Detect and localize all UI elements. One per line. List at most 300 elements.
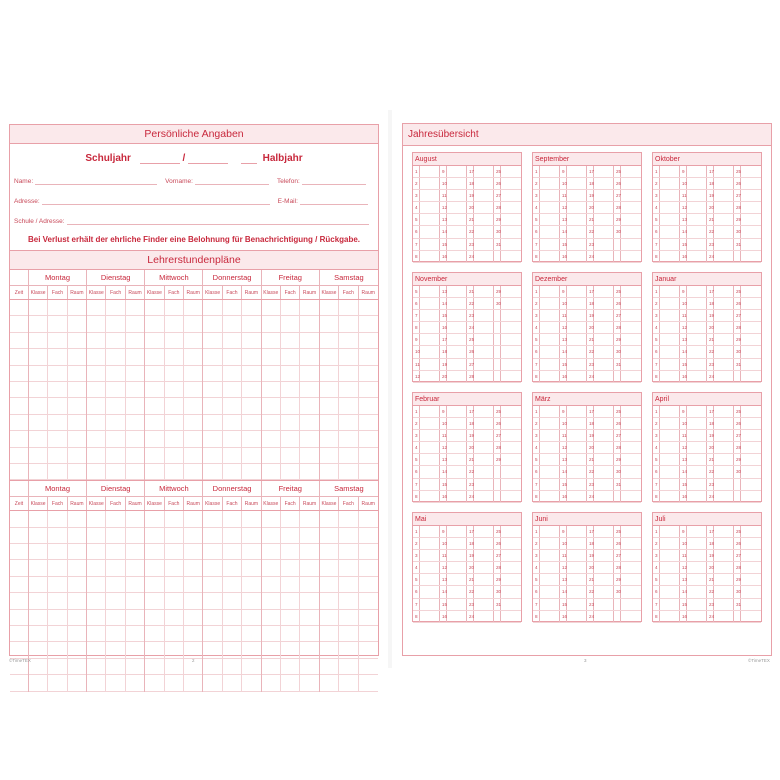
day-note-cell[interactable] bbox=[660, 611, 680, 622]
day-note-cell[interactable] bbox=[540, 599, 560, 610]
day-note-cell[interactable] bbox=[714, 334, 734, 345]
day-note-cell[interactable] bbox=[621, 562, 641, 573]
day-note-cell[interactable] bbox=[621, 586, 641, 597]
day-note-cell[interactable] bbox=[474, 371, 494, 382]
day-note-cell[interactable] bbox=[660, 479, 680, 490]
day-note-cell[interactable] bbox=[420, 286, 440, 297]
day-note-cell[interactable] bbox=[714, 562, 734, 573]
day-note-cell[interactable] bbox=[447, 550, 467, 561]
day-note-cell[interactable] bbox=[474, 442, 494, 453]
day-note-cell[interactable] bbox=[621, 454, 641, 465]
day-note-cell[interactable] bbox=[621, 214, 641, 225]
day-note-cell[interactable] bbox=[687, 406, 707, 417]
day-note-cell[interactable] bbox=[594, 226, 614, 237]
day-note-cell[interactable] bbox=[501, 550, 521, 561]
day-note-cell[interactable] bbox=[501, 562, 521, 573]
day-note-cell[interactable] bbox=[420, 442, 440, 453]
day-note-cell[interactable] bbox=[501, 298, 521, 309]
day-note-cell[interactable] bbox=[741, 442, 761, 453]
day-note-cell[interactable] bbox=[474, 202, 494, 213]
day-note-cell[interactable] bbox=[501, 454, 521, 465]
day-note-cell[interactable] bbox=[714, 430, 734, 441]
day-note-cell[interactable] bbox=[714, 166, 734, 177]
day-note-cell[interactable] bbox=[540, 586, 560, 597]
day-note-cell[interactable] bbox=[714, 406, 734, 417]
day-note-cell[interactable] bbox=[567, 334, 587, 345]
day-note-cell[interactable] bbox=[621, 322, 641, 333]
day-note-cell[interactable] bbox=[660, 359, 680, 370]
day-note-cell[interactable] bbox=[474, 166, 494, 177]
day-note-cell[interactable] bbox=[687, 239, 707, 250]
day-note-cell[interactable] bbox=[714, 574, 734, 585]
day-note-cell[interactable] bbox=[567, 491, 587, 502]
day-note-cell[interactable] bbox=[474, 586, 494, 597]
day-note-cell[interactable] bbox=[474, 359, 494, 370]
day-note-cell[interactable] bbox=[660, 178, 680, 189]
day-note-cell[interactable] bbox=[501, 371, 521, 382]
day-note-cell[interactable] bbox=[594, 322, 614, 333]
day-note-cell[interactable] bbox=[540, 334, 560, 345]
day-note-cell[interactable] bbox=[741, 334, 761, 345]
day-note-cell[interactable] bbox=[594, 251, 614, 262]
day-note-cell[interactable] bbox=[621, 202, 641, 213]
day-note-cell[interactable] bbox=[621, 359, 641, 370]
day-note-cell[interactable] bbox=[501, 586, 521, 597]
day-note-cell[interactable] bbox=[594, 166, 614, 177]
day-note-cell[interactable] bbox=[540, 430, 560, 441]
day-note-cell[interactable] bbox=[540, 491, 560, 502]
day-note-cell[interactable] bbox=[540, 479, 560, 490]
vorname-field[interactable] bbox=[195, 184, 269, 185]
day-note-cell[interactable] bbox=[474, 310, 494, 321]
day-note-cell[interactable] bbox=[567, 251, 587, 262]
day-note-cell[interactable] bbox=[687, 574, 707, 585]
day-note-cell[interactable] bbox=[501, 251, 521, 262]
day-note-cell[interactable] bbox=[540, 538, 560, 549]
day-note-cell[interactable] bbox=[660, 538, 680, 549]
day-note-cell[interactable] bbox=[420, 334, 440, 345]
day-note-cell[interactable] bbox=[621, 239, 641, 250]
day-note-cell[interactable] bbox=[447, 466, 467, 477]
day-note-cell[interactable] bbox=[540, 442, 560, 453]
day-note-cell[interactable] bbox=[741, 611, 761, 622]
day-note-cell[interactable] bbox=[741, 418, 761, 429]
day-note-cell[interactable] bbox=[687, 286, 707, 297]
day-note-cell[interactable] bbox=[687, 562, 707, 573]
day-note-cell[interactable] bbox=[741, 346, 761, 357]
day-note-cell[interactable] bbox=[714, 202, 734, 213]
day-note-cell[interactable] bbox=[714, 310, 734, 321]
day-note-cell[interactable] bbox=[741, 178, 761, 189]
day-note-cell[interactable] bbox=[660, 550, 680, 561]
timetable-row[interactable] bbox=[10, 610, 378, 626]
day-note-cell[interactable] bbox=[567, 298, 587, 309]
day-note-cell[interactable] bbox=[594, 406, 614, 417]
day-note-cell[interactable] bbox=[621, 166, 641, 177]
day-note-cell[interactable] bbox=[687, 454, 707, 465]
day-note-cell[interactable] bbox=[594, 479, 614, 490]
day-note-cell[interactable] bbox=[567, 359, 587, 370]
day-note-cell[interactable] bbox=[540, 550, 560, 561]
day-note-cell[interactable] bbox=[420, 418, 440, 429]
day-note-cell[interactable] bbox=[501, 239, 521, 250]
day-note-cell[interactable] bbox=[621, 430, 641, 441]
day-note-cell[interactable] bbox=[474, 562, 494, 573]
timetable-row[interactable] bbox=[10, 415, 378, 431]
day-note-cell[interactable] bbox=[594, 418, 614, 429]
day-note-cell[interactable] bbox=[594, 310, 614, 321]
day-note-cell[interactable] bbox=[501, 538, 521, 549]
day-note-cell[interactable] bbox=[660, 599, 680, 610]
day-note-cell[interactable] bbox=[420, 454, 440, 465]
day-note-cell[interactable] bbox=[687, 166, 707, 177]
day-note-cell[interactable] bbox=[687, 538, 707, 549]
day-note-cell[interactable] bbox=[594, 454, 614, 465]
day-note-cell[interactable] bbox=[660, 334, 680, 345]
timetable-row[interactable] bbox=[10, 593, 378, 609]
day-note-cell[interactable] bbox=[540, 346, 560, 357]
day-note-cell[interactable] bbox=[660, 310, 680, 321]
day-note-cell[interactable] bbox=[540, 310, 560, 321]
day-note-cell[interactable] bbox=[447, 371, 467, 382]
day-note-cell[interactable] bbox=[660, 346, 680, 357]
timetable-row[interactable] bbox=[10, 448, 378, 464]
day-note-cell[interactable] bbox=[621, 442, 641, 453]
timetable-row[interactable] bbox=[10, 511, 378, 527]
day-note-cell[interactable] bbox=[420, 479, 440, 490]
day-note-cell[interactable] bbox=[474, 406, 494, 417]
day-note-cell[interactable] bbox=[714, 479, 734, 490]
day-note-cell[interactable] bbox=[447, 562, 467, 573]
day-note-cell[interactable] bbox=[714, 538, 734, 549]
day-note-cell[interactable] bbox=[447, 442, 467, 453]
day-note-cell[interactable] bbox=[567, 430, 587, 441]
day-note-cell[interactable] bbox=[420, 310, 440, 321]
day-note-cell[interactable] bbox=[474, 346, 494, 357]
name-field[interactable] bbox=[35, 184, 157, 185]
day-note-cell[interactable] bbox=[687, 466, 707, 477]
day-note-cell[interactable] bbox=[501, 466, 521, 477]
day-note-cell[interactable] bbox=[567, 166, 587, 177]
day-note-cell[interactable] bbox=[501, 599, 521, 610]
day-note-cell[interactable] bbox=[540, 298, 560, 309]
day-note-cell[interactable] bbox=[687, 202, 707, 213]
day-note-cell[interactable] bbox=[594, 298, 614, 309]
day-note-cell[interactable] bbox=[540, 214, 560, 225]
day-note-cell[interactable] bbox=[501, 322, 521, 333]
day-note-cell[interactable] bbox=[474, 599, 494, 610]
day-note-cell[interactable] bbox=[741, 454, 761, 465]
day-note-cell[interactable] bbox=[660, 562, 680, 573]
day-note-cell[interactable] bbox=[741, 599, 761, 610]
day-note-cell[interactable] bbox=[474, 526, 494, 537]
day-note-cell[interactable] bbox=[660, 418, 680, 429]
day-note-cell[interactable] bbox=[660, 526, 680, 537]
day-note-cell[interactable] bbox=[540, 371, 560, 382]
day-note-cell[interactable] bbox=[594, 466, 614, 477]
day-note-cell[interactable] bbox=[540, 226, 560, 237]
day-note-cell[interactable] bbox=[447, 538, 467, 549]
day-note-cell[interactable] bbox=[474, 251, 494, 262]
timetable-row[interactable] bbox=[10, 560, 378, 576]
day-note-cell[interactable] bbox=[474, 190, 494, 201]
day-note-cell[interactable] bbox=[741, 371, 761, 382]
day-note-cell[interactable] bbox=[714, 611, 734, 622]
day-note-cell[interactable] bbox=[714, 586, 734, 597]
day-note-cell[interactable] bbox=[621, 298, 641, 309]
day-note-cell[interactable] bbox=[501, 526, 521, 537]
day-note-cell[interactable] bbox=[420, 298, 440, 309]
day-note-cell[interactable] bbox=[501, 611, 521, 622]
day-note-cell[interactable] bbox=[474, 178, 494, 189]
day-note-cell[interactable] bbox=[714, 418, 734, 429]
day-note-cell[interactable] bbox=[474, 214, 494, 225]
day-note-cell[interactable] bbox=[420, 466, 440, 477]
day-note-cell[interactable] bbox=[567, 310, 587, 321]
day-note-cell[interactable] bbox=[447, 491, 467, 502]
day-note-cell[interactable] bbox=[420, 190, 440, 201]
day-note-cell[interactable] bbox=[540, 202, 560, 213]
day-note-cell[interactable] bbox=[474, 466, 494, 477]
day-note-cell[interactable] bbox=[447, 322, 467, 333]
day-note-cell[interactable] bbox=[501, 418, 521, 429]
day-note-cell[interactable] bbox=[420, 406, 440, 417]
day-note-cell[interactable] bbox=[660, 251, 680, 262]
day-note-cell[interactable] bbox=[660, 406, 680, 417]
day-note-cell[interactable] bbox=[567, 226, 587, 237]
day-note-cell[interactable] bbox=[447, 586, 467, 597]
day-note-cell[interactable] bbox=[687, 371, 707, 382]
timetable-row[interactable] bbox=[10, 626, 378, 642]
day-note-cell[interactable] bbox=[594, 286, 614, 297]
day-note-cell[interactable] bbox=[687, 491, 707, 502]
day-note-cell[interactable] bbox=[447, 298, 467, 309]
day-note-cell[interactable] bbox=[447, 574, 467, 585]
day-note-cell[interactable] bbox=[501, 178, 521, 189]
day-note-cell[interactable] bbox=[621, 611, 641, 622]
day-note-cell[interactable] bbox=[420, 526, 440, 537]
day-note-cell[interactable] bbox=[474, 430, 494, 441]
day-note-cell[interactable] bbox=[741, 298, 761, 309]
day-note-cell[interactable] bbox=[714, 190, 734, 201]
day-note-cell[interactable] bbox=[447, 334, 467, 345]
day-note-cell[interactable] bbox=[621, 538, 641, 549]
day-note-cell[interactable] bbox=[420, 586, 440, 597]
day-note-cell[interactable] bbox=[741, 562, 761, 573]
day-note-cell[interactable] bbox=[594, 586, 614, 597]
day-note-cell[interactable] bbox=[567, 286, 587, 297]
day-note-cell[interactable] bbox=[621, 178, 641, 189]
day-note-cell[interactable] bbox=[594, 359, 614, 370]
day-note-cell[interactable] bbox=[714, 550, 734, 561]
day-note-cell[interactable] bbox=[447, 418, 467, 429]
day-note-cell[interactable] bbox=[621, 406, 641, 417]
day-note-cell[interactable] bbox=[741, 202, 761, 213]
day-note-cell[interactable] bbox=[474, 574, 494, 585]
day-note-cell[interactable] bbox=[741, 310, 761, 321]
day-note-cell[interactable] bbox=[447, 526, 467, 537]
timetable-row[interactable] bbox=[10, 544, 378, 560]
day-note-cell[interactable] bbox=[621, 310, 641, 321]
day-note-cell[interactable] bbox=[594, 346, 614, 357]
day-note-cell[interactable] bbox=[660, 298, 680, 309]
day-note-cell[interactable] bbox=[540, 322, 560, 333]
day-note-cell[interactable] bbox=[741, 586, 761, 597]
timetable-row[interactable] bbox=[10, 398, 378, 414]
day-note-cell[interactable] bbox=[420, 239, 440, 250]
day-note-cell[interactable] bbox=[474, 418, 494, 429]
day-note-cell[interactable] bbox=[420, 359, 440, 370]
day-note-cell[interactable] bbox=[714, 346, 734, 357]
day-note-cell[interactable] bbox=[687, 550, 707, 561]
timetable-row[interactable] bbox=[10, 642, 378, 658]
day-note-cell[interactable] bbox=[540, 611, 560, 622]
day-note-cell[interactable] bbox=[567, 599, 587, 610]
day-note-cell[interactable] bbox=[501, 442, 521, 453]
day-note-cell[interactable] bbox=[420, 574, 440, 585]
day-note-cell[interactable] bbox=[420, 491, 440, 502]
day-note-cell[interactable] bbox=[540, 418, 560, 429]
day-note-cell[interactable] bbox=[540, 178, 560, 189]
day-note-cell[interactable] bbox=[714, 359, 734, 370]
day-note-cell[interactable] bbox=[660, 586, 680, 597]
day-note-cell[interactable] bbox=[687, 526, 707, 537]
day-note-cell[interactable] bbox=[501, 359, 521, 370]
day-note-cell[interactable] bbox=[567, 406, 587, 417]
timetable-row[interactable] bbox=[10, 577, 378, 593]
day-note-cell[interactable] bbox=[447, 190, 467, 201]
day-note-cell[interactable] bbox=[594, 550, 614, 561]
day-note-cell[interactable] bbox=[540, 574, 560, 585]
day-note-cell[interactable] bbox=[687, 214, 707, 225]
day-note-cell[interactable] bbox=[540, 239, 560, 250]
day-note-cell[interactable] bbox=[714, 298, 734, 309]
day-note-cell[interactable] bbox=[420, 550, 440, 561]
schuljahr-end-field[interactable] bbox=[188, 163, 228, 164]
day-note-cell[interactable] bbox=[567, 442, 587, 453]
day-note-cell[interactable] bbox=[621, 550, 641, 561]
day-note-cell[interactable] bbox=[420, 371, 440, 382]
day-note-cell[interactable] bbox=[474, 226, 494, 237]
day-note-cell[interactable] bbox=[567, 479, 587, 490]
day-note-cell[interactable] bbox=[567, 214, 587, 225]
timetable-row[interactable] bbox=[10, 431, 378, 447]
day-note-cell[interactable] bbox=[447, 454, 467, 465]
day-note-cell[interactable] bbox=[594, 611, 614, 622]
day-note-cell[interactable] bbox=[714, 599, 734, 610]
day-note-cell[interactable] bbox=[741, 479, 761, 490]
day-note-cell[interactable] bbox=[474, 479, 494, 490]
day-note-cell[interactable] bbox=[714, 178, 734, 189]
day-note-cell[interactable] bbox=[741, 190, 761, 201]
day-note-cell[interactable] bbox=[621, 526, 641, 537]
day-note-cell[interactable] bbox=[501, 202, 521, 213]
day-note-cell[interactable] bbox=[567, 574, 587, 585]
day-note-cell[interactable] bbox=[567, 538, 587, 549]
day-note-cell[interactable] bbox=[567, 322, 587, 333]
day-note-cell[interactable] bbox=[447, 430, 467, 441]
day-note-cell[interactable] bbox=[687, 226, 707, 237]
day-note-cell[interactable] bbox=[714, 286, 734, 297]
day-note-cell[interactable] bbox=[660, 442, 680, 453]
day-note-cell[interactable] bbox=[474, 550, 494, 561]
day-note-cell[interactable] bbox=[420, 251, 440, 262]
timetable-row[interactable] bbox=[10, 300, 378, 316]
day-note-cell[interactable] bbox=[501, 479, 521, 490]
day-note-cell[interactable] bbox=[447, 214, 467, 225]
day-note-cell[interactable] bbox=[714, 371, 734, 382]
day-note-cell[interactable] bbox=[687, 251, 707, 262]
day-note-cell[interactable] bbox=[567, 586, 587, 597]
day-note-cell[interactable] bbox=[501, 166, 521, 177]
day-note-cell[interactable] bbox=[621, 286, 641, 297]
day-note-cell[interactable] bbox=[594, 334, 614, 345]
day-note-cell[interactable] bbox=[567, 202, 587, 213]
day-note-cell[interactable] bbox=[594, 430, 614, 441]
adresse-field[interactable] bbox=[42, 204, 270, 205]
day-note-cell[interactable] bbox=[447, 346, 467, 357]
day-note-cell[interactable] bbox=[621, 251, 641, 262]
day-note-cell[interactable] bbox=[687, 479, 707, 490]
day-note-cell[interactable] bbox=[594, 562, 614, 573]
day-note-cell[interactable] bbox=[501, 286, 521, 297]
day-note-cell[interactable] bbox=[714, 214, 734, 225]
schule-field[interactable] bbox=[67, 224, 369, 225]
halbjahr-field[interactable] bbox=[241, 163, 257, 164]
day-note-cell[interactable] bbox=[594, 239, 614, 250]
day-note-cell[interactable] bbox=[594, 190, 614, 201]
day-note-cell[interactable] bbox=[741, 466, 761, 477]
day-note-cell[interactable] bbox=[420, 611, 440, 622]
day-note-cell[interactable] bbox=[594, 178, 614, 189]
day-note-cell[interactable] bbox=[660, 466, 680, 477]
day-note-cell[interactable] bbox=[741, 166, 761, 177]
day-note-cell[interactable] bbox=[621, 599, 641, 610]
day-note-cell[interactable] bbox=[621, 466, 641, 477]
day-note-cell[interactable] bbox=[660, 190, 680, 201]
timetable-row[interactable] bbox=[10, 316, 378, 332]
telefon-field[interactable] bbox=[302, 184, 366, 185]
day-note-cell[interactable] bbox=[714, 226, 734, 237]
day-note-cell[interactable] bbox=[714, 526, 734, 537]
day-note-cell[interactable] bbox=[594, 442, 614, 453]
day-note-cell[interactable] bbox=[567, 550, 587, 561]
day-note-cell[interactable] bbox=[540, 286, 560, 297]
day-note-cell[interactable] bbox=[687, 310, 707, 321]
timetable-row[interactable] bbox=[10, 349, 378, 365]
day-note-cell[interactable] bbox=[447, 202, 467, 213]
day-note-cell[interactable] bbox=[594, 574, 614, 585]
day-note-cell[interactable] bbox=[567, 466, 587, 477]
day-note-cell[interactable] bbox=[660, 214, 680, 225]
day-note-cell[interactable] bbox=[660, 371, 680, 382]
day-note-cell[interactable] bbox=[420, 322, 440, 333]
day-note-cell[interactable] bbox=[567, 454, 587, 465]
day-note-cell[interactable] bbox=[594, 371, 614, 382]
timetable-row[interactable] bbox=[10, 382, 378, 398]
day-note-cell[interactable] bbox=[741, 491, 761, 502]
day-note-cell[interactable] bbox=[741, 286, 761, 297]
day-note-cell[interactable] bbox=[621, 574, 641, 585]
day-note-cell[interactable] bbox=[621, 491, 641, 502]
day-note-cell[interactable] bbox=[567, 371, 587, 382]
day-note-cell[interactable] bbox=[594, 538, 614, 549]
day-note-cell[interactable] bbox=[660, 574, 680, 585]
day-note-cell[interactable] bbox=[447, 611, 467, 622]
day-note-cell[interactable] bbox=[474, 239, 494, 250]
day-note-cell[interactable] bbox=[567, 190, 587, 201]
day-note-cell[interactable] bbox=[714, 466, 734, 477]
